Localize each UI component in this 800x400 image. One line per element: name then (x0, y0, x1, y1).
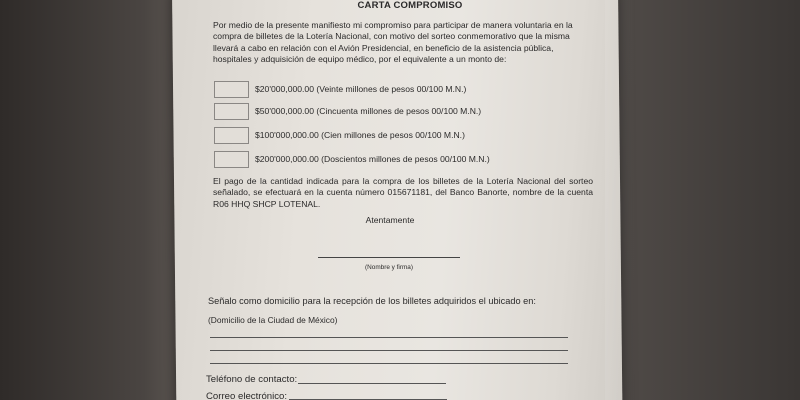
amount-option-label: $50'000,000.00 (Cincuenta millones de pesos 00/100 M.N.) (255, 106, 482, 116)
phone-field[interactable] (298, 383, 446, 384)
signature-line[interactable] (318, 257, 460, 258)
payment-paragraph: El pago de la cantidad indicada para la compra de los billetes de la Lotería Nacional del sorteo señalado, se efectuará en la cuenta número 015671181, del Banco Banorte, nombre de la cuenta R06 HHQ SHCP LOTENAL. (213, 176, 593, 209)
address-note: (Domicilio de la Ciudad de México) (208, 315, 338, 325)
document-title: CARTA COMPROMISO (357, 0, 463, 11)
amount-option-100m[interactable] (214, 125, 465, 145)
amount-option-50m[interactable] (214, 101, 481, 121)
amount-checkbox[interactable] (214, 81, 249, 98)
address-line[interactable] (210, 350, 568, 351)
address-lead-text: Señalo como domicilio para la recepción de los billetes adquiridos el ubicado en: (208, 296, 536, 306)
paper-edge-highlight (605, 0, 635, 400)
email-label: Correo electrónico: (206, 391, 288, 400)
amount-option-label: $200'000,000.00 (Doscientos millones de pesos 00/100 M.N.) (255, 154, 490, 164)
amount-option-20m[interactable] (214, 79, 466, 99)
signature-label: (Nombre y firma) (365, 264, 413, 271)
amount-option-label: $20'000,000.00 (Veinte millones de pesos 00/100 M.N.) (255, 84, 467, 94)
amount-option-200m[interactable] (214, 149, 490, 169)
phone-label: Teléfono de contacto: (206, 374, 298, 385)
intro-paragraph: Por medio de la presente manifiesto mi compromiso para participar de manera voluntaria en la compra de billetes de la Lotería Nacional, con motivo del sorteo conmemorativo que la misma llevará a cabo en relación con el Avión Presidencial, en beneficio de la asistencia pública, hospitales y adquisición de equipo médico, por el equivalente a un monto de: (213, 20, 573, 64)
address-line[interactable] (210, 363, 568, 364)
closing-text: Atentamente (365, 215, 415, 225)
amount-option-label: $100'000,000.00 (Cien millones de pesos 00/100 M.N.) (255, 130, 465, 140)
amount-checkbox[interactable] (214, 151, 249, 168)
amount-checkbox[interactable] (214, 103, 249, 120)
address-line[interactable] (210, 337, 568, 338)
amount-checkbox[interactable] (214, 127, 249, 144)
